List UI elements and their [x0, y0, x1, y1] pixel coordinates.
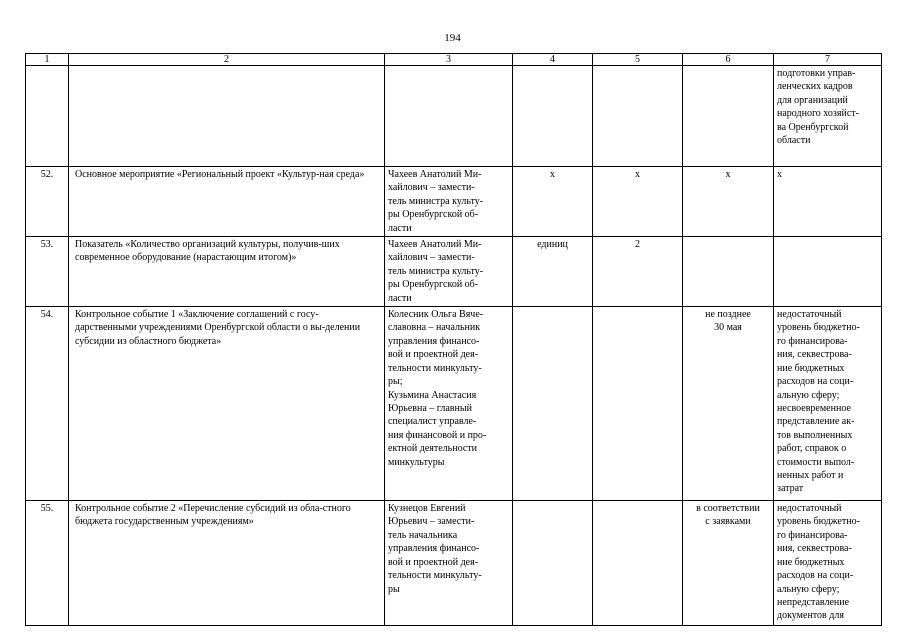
responsible-person: Кузнецов Евгений Юрьевич – замести- тель начальника управления финансо- вой и проектной дея- тельности минкульту- ры — [385, 501, 513, 626]
table-row — [26, 167, 882, 237]
header-col-2: 2 — [69, 54, 385, 66]
header-col-5: 5 — [593, 54, 683, 66]
risks: х — [774, 167, 882, 237]
table-row — [26, 501, 882, 626]
event-name: Контрольное событие 2 «Перечисление субсидий из обла-стного бюджета государственным учреждениям» — [69, 501, 385, 626]
deadline — [683, 237, 774, 307]
deadline: не позднее 30 мая — [683, 307, 774, 501]
row-number: 52. — [26, 167, 69, 237]
unit — [513, 307, 593, 501]
header-col-7: 7 — [774, 54, 882, 66]
event-name: Основное мероприятие «Региональный проект «Культур-ная среда» — [69, 167, 385, 237]
row-number: 53. — [26, 237, 69, 307]
table-row — [26, 66, 882, 167]
row-number: 55. — [26, 501, 69, 626]
row-number — [26, 66, 69, 167]
table-row — [26, 237, 882, 307]
unit — [513, 66, 593, 167]
value — [593, 307, 683, 501]
unit — [513, 501, 593, 626]
deadline: х — [683, 167, 774, 237]
risks: подготовки управ- ленческих кадров для организаций народного хозяйст- ва Оренбургской области — [774, 66, 882, 167]
page-number: 194 — [444, 32, 461, 44]
table-header-row — [26, 54, 882, 66]
value — [593, 66, 683, 167]
header-col-3: 3 — [385, 54, 513, 66]
header-col-4: 4 — [513, 54, 593, 66]
risks: недостаточный уровень бюджетно- го финансирова- ния, секвестрова- ние бюджетных расходов на соци- альную сферу; непредставление документов для — [774, 501, 882, 626]
deadline — [683, 66, 774, 167]
measures-table — [25, 53, 882, 626]
value — [593, 501, 683, 626]
table-row — [26, 307, 882, 501]
event-name: Контрольное событие 1 «Заключение соглашений с госу-дарственными учреждениями Оренбургской области о вы-делении субсидии из областного бюджета» — [69, 307, 385, 501]
unit: единиц — [513, 237, 593, 307]
header-col-6: 6 — [683, 54, 774, 66]
unit: х — [513, 167, 593, 237]
responsible-person: Чахеев Анатолий Ми- хайлович – замести- тель министра культу- ры Оренбургской об- ласти — [385, 167, 513, 237]
value: 2 — [593, 237, 683, 307]
header-col-1: 1 — [26, 54, 69, 66]
responsible-person: Колесник Ольга Вяче- славовна – начальник управления финансо- вой и проектной дея- тельности минкульту- ры; Кузьмина Анастасия Юрьевна – главный специалист управле- ния финансовой и про- ектной деятельности минкультуры — [385, 307, 513, 501]
deadline: в соответствии с заявками — [683, 501, 774, 626]
event-name: Показатель «Количество организаций культуры, получив-ших современное оборудование (нарастающим итогом)» — [69, 237, 385, 307]
event-name — [69, 66, 385, 167]
value: х — [593, 167, 683, 237]
risks — [774, 237, 882, 307]
responsible-person: Чахеев Анатолий Ми- хайлович – замести- тель министра культу- ры Оренбургской об- ласти — [385, 237, 513, 307]
responsible-person — [385, 66, 513, 167]
row-number: 54. — [26, 307, 69, 501]
risks: недостаточный уровень бюджетно- го финансирова- ния, секвестрова- ние бюджетных расходов на соци- альную сферу; несвоевременное представление ак- тов выполненных работ, справок о стоимости выпол- ненных работ и затрат — [774, 307, 882, 501]
